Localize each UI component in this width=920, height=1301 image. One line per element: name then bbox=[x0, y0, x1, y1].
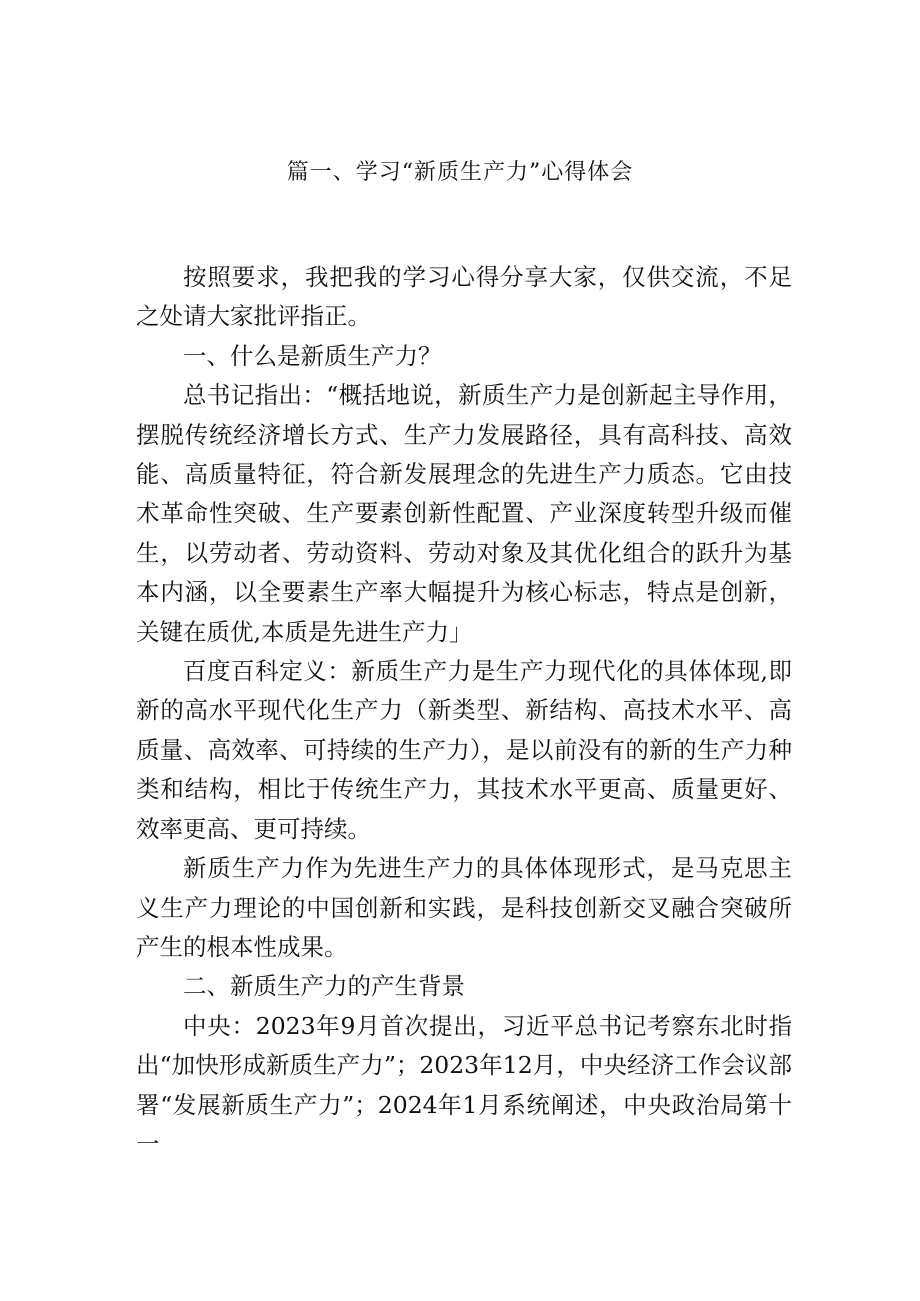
paragraph-background: 中央：2023年9月首次提出，习近平总书记考察东北时指出“加快形成新质生产力”；2023年12月，中央经济工作会议部署“发展新质生产力”；2024年1月系统阐述，中央政治局第十一 bbox=[136, 1011, 792, 1158]
paragraph-quote: 总书记指出：“概括地说，新质生产力是创新起主导作用，摆脱传统经济增长方式、生产力发展路径，具有高科技、高效能、高质量特征，符合新发展理念的先进生产力质态。它由技术革命性突破、生产要素创新性配置、产业深度转型升级而催生，以劳动者、劳动资料、劳动对象及其优化组合的跃升为基本内涵，以全要素生产率大幅提升为核心标志，特点是创新，关键在质优,本质是先进生产力」 bbox=[136, 381, 792, 646]
paragraph-definition: 百度百科定义：新质生产力是生产力现代化的具体体现,即新的高水平现代化生产力（新类型、新结构、高技术水平、高质量、高效率、可持续的生产力），是以前没有的新的生产力种类和结构，相比于传统生产力，其技术水平更高、质量更好、效率更高、更可持续。 bbox=[136, 657, 792, 843]
document-title: 篇一、学习“新质生产力”心得体会 bbox=[286, 160, 634, 185]
section-heading-1: 一、什么是新质生产力？ bbox=[183, 341, 442, 370]
paragraph-intro: 按照要求，我把我的学习心得分享大家，仅供交流，不足之处请大家批评指正。 bbox=[136, 263, 792, 331]
section-heading-2: 二、新质生产力的产生背景 bbox=[183, 972, 465, 1001]
document-body bbox=[136, 258, 792, 1164]
paragraph-theory: 新质生产力作为先进生产力的具体体现形式，是马克思主义生产力理论的中国创新和实践，是科技创新交叉融合突破所产生的根本性成果。 bbox=[136, 854, 792, 961]
